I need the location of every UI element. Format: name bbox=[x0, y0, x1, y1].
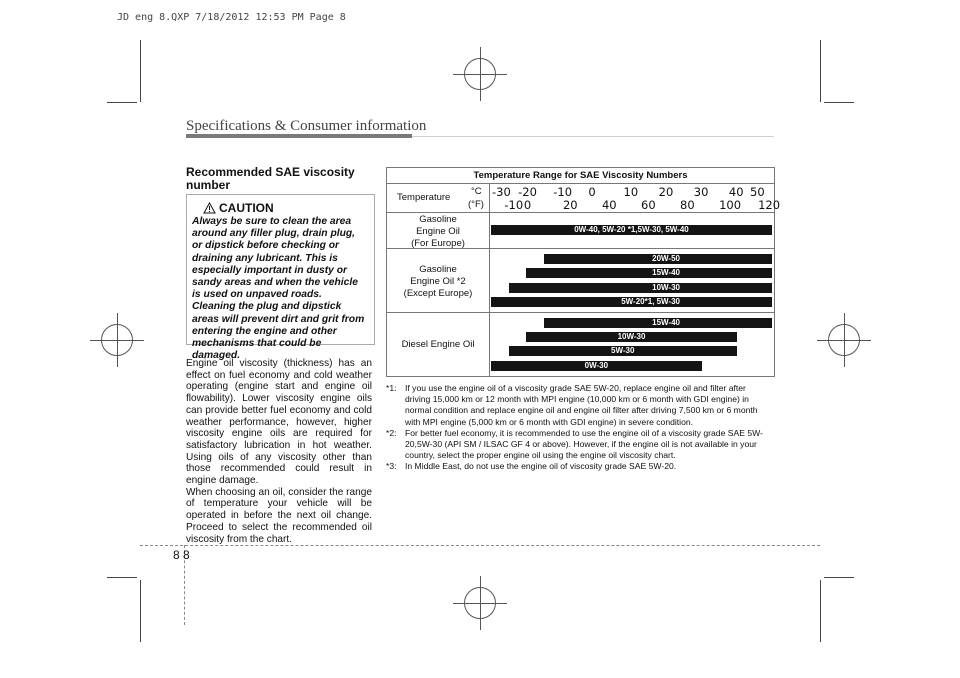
viscosity-bar: 15W-40 bbox=[526, 268, 772, 278]
crop-mark bbox=[820, 580, 821, 642]
footnote: *1: If you use the engine oil of a viscosity grade SAE 5W-20, replace engine oil and filter after driving 15,000 km or 12 month with MPI engine (10,000 km or 6 month with GDI engine) in normal condition and replace engine oil and engine oil filter after driving 7,500 km or 6 month with MPI engine (5,000 km or 6 month with GDI engine) in severe condition. bbox=[386, 383, 758, 427]
celsius-tick: -20 bbox=[518, 185, 537, 199]
page-header-title: Specifications & Consumer information bbox=[186, 118, 427, 134]
viscosity-bar: 15W-40 bbox=[544, 318, 772, 328]
row-label-diesel: Diesel Engine Oil bbox=[401, 339, 475, 350]
celsius-tick: -30 bbox=[492, 185, 511, 199]
viscosity-bar: 0W-40, 5W-20 *1,5W-30, 5W-40 bbox=[491, 225, 772, 235]
body-paragraph: When choosing an oil, consider the range of temperature your vehicle will be operated in before the next oil change. Proceed to select the recommended oil viscosity from the chart. bbox=[186, 486, 372, 545]
fahrenheit-tick: 100 bbox=[719, 198, 742, 212]
celsius-unit: °C bbox=[471, 186, 482, 197]
celsius-tick: 30 bbox=[693, 185, 709, 199]
crop-mark bbox=[824, 577, 854, 578]
crop-mark bbox=[824, 102, 854, 103]
registration-mark-icon bbox=[464, 58, 496, 90]
caution-title: CAUTION bbox=[219, 201, 274, 215]
footnote: *3: In Middle East, do not use the engine oil of viscosity grade SAE 5W-20. bbox=[386, 461, 677, 472]
fahrenheit-tick: 0 bbox=[523, 198, 532, 212]
header-rule bbox=[186, 134, 412, 138]
viscosity-bar: 10W-30 bbox=[526, 332, 737, 342]
celsius-tick: 40 bbox=[728, 185, 744, 199]
crop-mark bbox=[107, 577, 137, 578]
registration-mark-icon bbox=[101, 324, 133, 356]
fahrenheit-tick: 40 bbox=[601, 198, 617, 212]
footnotes bbox=[386, 383, 773, 473]
row-label-gasoline-except-europe: Gasoline Engine Oil *2 (Except Europe) bbox=[403, 264, 473, 299]
page-number: 8 8 bbox=[173, 548, 190, 562]
viscosity-bar: 5W-20*1, 5W-30 bbox=[491, 297, 772, 307]
crop-mark bbox=[107, 102, 137, 103]
viscosity-table bbox=[386, 167, 781, 377]
registration-mark-icon bbox=[464, 587, 496, 619]
table-title: Temperature Range for SAE Viscosity Numbers bbox=[473, 170, 688, 181]
fahrenheit-tick: 120 bbox=[758, 198, 781, 212]
temperature-label: Temperature bbox=[397, 192, 451, 203]
registration-mark-icon bbox=[828, 324, 860, 356]
celsius-tick: 0 bbox=[588, 185, 596, 199]
fahrenheit-tick: 20 bbox=[562, 198, 578, 212]
body-paragraph: Engine oil viscosity (thickness) has an effect on fuel economy and cold weather operating (engine start and engine oil flowability). Lower viscosity engine oils can provide better fuel economy and cold weather performance, however, higher viscosity engine oils are required for satisfactory lubrication in hot weather. Using oils of any viscosity other than those recommended could result in engine damage. bbox=[186, 358, 372, 487]
crop-mark bbox=[820, 40, 821, 102]
viscosity-bar: 0W-30 bbox=[491, 361, 702, 371]
caution-box bbox=[186, 194, 375, 362]
fahrenheit-tick: 60 bbox=[641, 198, 656, 212]
fahrenheit-tick: 80 bbox=[680, 198, 695, 212]
celsius-tick: 50 bbox=[750, 185, 765, 199]
print-slug: JD eng 8.QXP 7/18/2012 12:53 PM Page 8 bbox=[117, 12, 346, 23]
footnote: *2: For better fuel economy, it is recommended to use the engine oil of a viscosity grade SAE 5W-20,5W-30 (API SM / ILSAC GF 4 or above). However, if the engine oil is not available in your country, select the proper engine oil using the engine oil viscosity chart. bbox=[386, 427, 763, 461]
viscosity-bar: 5W-30 bbox=[509, 346, 737, 356]
warning-triangle-icon bbox=[203, 202, 216, 214]
body-text bbox=[186, 358, 372, 545]
celsius-tick: 20 bbox=[658, 185, 674, 199]
section-heading: Recommended SAE viscosity number bbox=[186, 165, 355, 192]
fahrenheit-unit: (°F) bbox=[468, 199, 484, 210]
viscosity-bar: 10W-30 bbox=[509, 283, 772, 293]
footer-rule bbox=[140, 545, 820, 546]
row-label-gasoline-europe: Gasoline Engine Oil (For Europe) bbox=[411, 214, 465, 249]
fahrenheit-tick: -10 bbox=[504, 198, 524, 212]
celsius-tick: -10 bbox=[553, 185, 573, 199]
crop-mark bbox=[140, 40, 141, 102]
caution-text: Always be sure to clean the area around any filler plug, drain plug, or dipstick before checking or draining any lubricant. This is especially important in dusty or sandy areas and when the vehicle is used on unpaved roads. Cleaning the plug and dipstick areas will prevent dirt and grit from entering the engine and other mechanisms that could be damaged. bbox=[192, 216, 365, 362]
header-rule-thin bbox=[412, 136, 774, 137]
celsius-tick: 10 bbox=[623, 185, 639, 199]
crop-mark bbox=[140, 580, 141, 642]
viscosity-bar: 20W-50 bbox=[544, 254, 772, 264]
